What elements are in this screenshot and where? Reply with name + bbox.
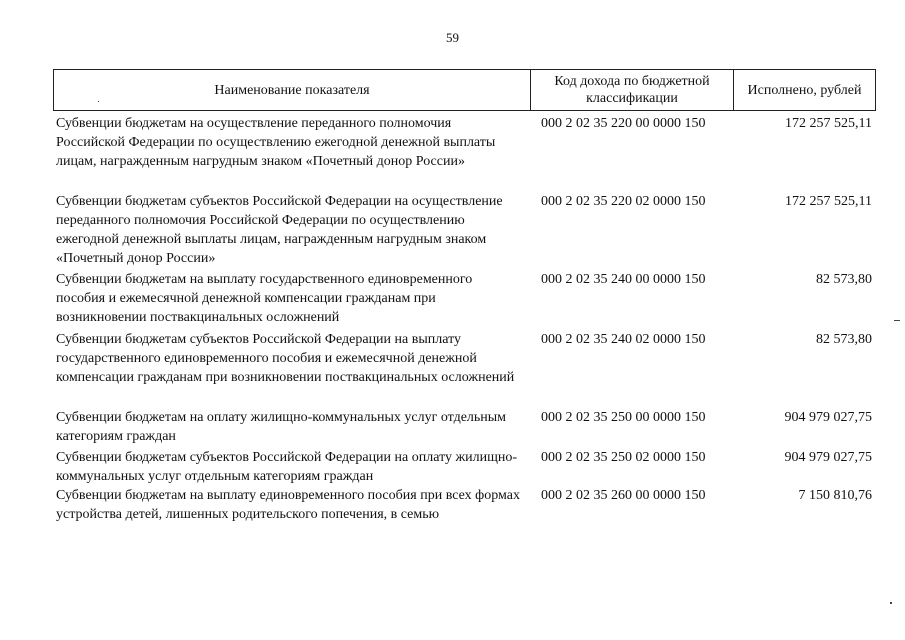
row-indicator-name: Субвенции бюджетам субъектов Российской Федерации на осуществление переданного полномочия Российской Федерации по осуществлению ежегодной денежной выплаты лицам, награжденным нагрудным знаком «Почетный донор России» xyxy=(56,194,503,266)
table-header xyxy=(53,69,876,111)
row-indicator-name: Субвенции бюджетам субъектов Российской Федерации на выплату государственного единовременного пособия и ежемесячной денежной компенсации гражданам при возникновении поствакцинальных осложнений xyxy=(56,332,515,385)
row-indicator-name: Субвенции бюджетам на оплату жилищно-коммунальных услуг отдельным категориям граждан xyxy=(56,410,507,444)
page-number: 59 xyxy=(446,30,459,45)
scan-speck xyxy=(890,602,892,604)
row-income-code: 000 2 02 35 250 00 0000 150 xyxy=(541,410,706,425)
row-income-code: 000 2 02 35 240 02 0000 150 xyxy=(541,332,706,347)
row-income-code: 000 2 02 35 260 00 0000 150 xyxy=(541,488,706,503)
row-income-code: 000 2 02 35 250 02 0000 150 xyxy=(541,450,706,465)
row-income-code: 000 2 02 35 240 00 0000 150 xyxy=(541,272,706,287)
row-executed-sum: 172 257 525,11 xyxy=(785,194,872,209)
header-income-code: Код дохода по бюджетной классификации xyxy=(530,70,733,110)
row-executed-sum: 7 150 810,76 xyxy=(798,488,872,503)
row-indicator-name: Субвенции бюджетам на осуществление переданного полномочия Российской Федерации по осуществлению ежегодной денежной выплаты лицам, награжденным нагрудным знаком «Почетный донор России» xyxy=(56,116,496,169)
row-executed-sum: 172 257 525,11 xyxy=(785,116,872,131)
row-income-code: 000 2 02 35 220 00 0000 150 xyxy=(541,116,706,131)
row-indicator-name: Субвенции бюджетам на выплату единовременного пособия при всех формах устройства детей, лишенных родительского попечения, в семью xyxy=(56,488,520,522)
scan-speck xyxy=(894,320,900,321)
row-executed-sum: 82 573,80 xyxy=(816,272,872,287)
row-executed-sum: 904 979 027,75 xyxy=(784,450,872,465)
row-executed-sum: 82 573,80 xyxy=(816,332,872,347)
row-income-code: 000 2 02 35 220 02 0000 150 xyxy=(541,194,706,209)
row-indicator-name: Субвенции бюджетам на выплату государственного единовременного пособия и ежемесячной денежной компенсации гражданам при возникновении поствакцинальных осложнений xyxy=(56,272,473,325)
header-executed-sum: Исполнено, рублей xyxy=(733,70,875,110)
scan-speck xyxy=(98,101,99,102)
row-executed-sum: 904 979 027,75 xyxy=(784,410,872,425)
header-indicator-name: Наименование показателя xyxy=(214,82,370,98)
row-indicator-name: Субвенции бюджетам субъектов Российской Федерации на оплату жилищно-коммунальных услуг отдельным категориям граждан xyxy=(56,450,518,484)
